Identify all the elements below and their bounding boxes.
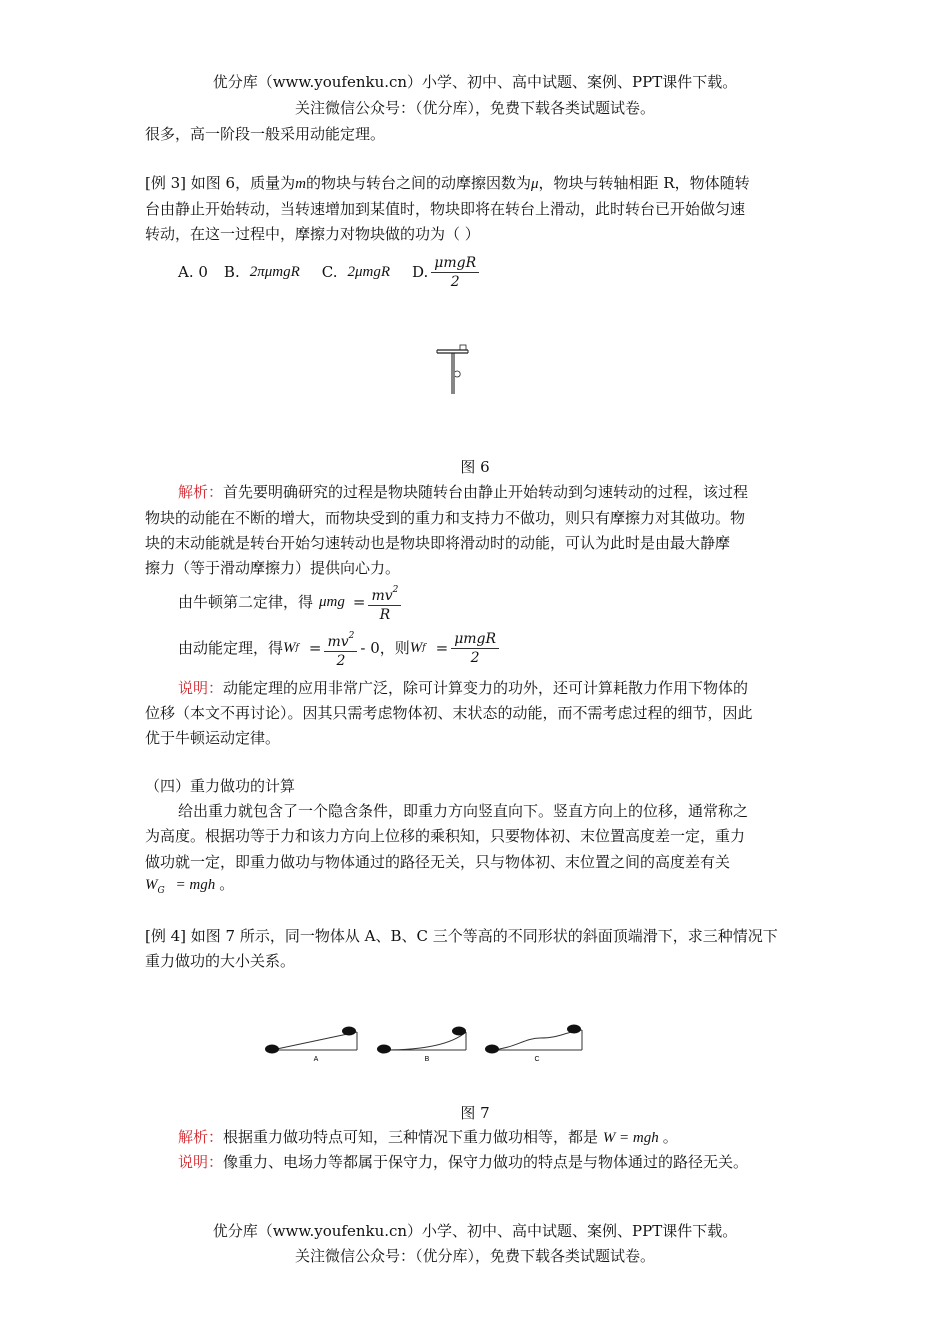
note3-text1: 动能定理的应用非常广泛，除可计算变力的功外，还可计算耗散力作用下物体的: [223, 679, 749, 697]
option-d-fraction: [431, 254, 479, 291]
energy-denominator: 2: [336, 652, 346, 669]
formula-W: W: [145, 877, 158, 893]
note4-text: 像重力、电场力等都属于保守力，保守力做功的特点是与物体通过的路径无关。: [223, 1153, 749, 1171]
intro-text: 很多，高一阶段一般采用动能定理。: [145, 125, 386, 143]
energy-equals: =: [308, 639, 322, 657]
example3-text-c: ，物块与转轴相距 R，物体随转: [538, 174, 750, 192]
page-header-line2: 关注微信公众号：（优分库），免费下载各类试题试卷。: [294, 99, 655, 117]
energy-minus-zero: - 0: [360, 639, 380, 657]
result-numerator: μmgR: [451, 630, 499, 649]
note3-label: 说明：: [178, 679, 224, 697]
example4-line1: [例 4] 如图 7 所示，同一物体从 A、B、C 三个等高的不同形状的斜面顶端滑下，求三种情况下: [145, 927, 778, 945]
page-footer-line2: 关注微信公众号：（优分库），免费下载各类试题试卷。: [294, 1247, 655, 1265]
energy-mv: mv: [327, 633, 349, 650]
analysis4-formula: W = mgh: [602, 1130, 659, 1146]
slope-c: [485, 1025, 582, 1064]
figure-6-turntable: [430, 340, 475, 396]
example3-text-a: [例 3] 如图 6，质量为: [145, 174, 296, 192]
newton-text: 由牛顿第二定律，得: [178, 593, 314, 611]
slope-c-label: C: [534, 1056, 540, 1063]
analysis3-line1: [178, 482, 748, 502]
note4-line: [178, 1152, 748, 1172]
result-W: W: [409, 640, 423, 656]
note3-line2: 位移（本文不再讨论）。因其只需考虑物体初、末状态的动能，而不需考虑过程的细节，因此: [145, 704, 753, 722]
slope-a-bottom-ball: [265, 1045, 279, 1054]
newton-denominator: R: [379, 606, 391, 623]
analysis3-label: 解析：: [178, 483, 224, 501]
energy-W: W: [283, 640, 296, 656]
page-header-line1: 优分库（www.youfenku.cn）小学、初中、高中试题、案例、PPT课件下载。: [212, 73, 738, 91]
analysis4-end: 。: [662, 1128, 678, 1146]
slope-a-label: A: [313, 1056, 319, 1063]
example3-line2: 台由静止开始转动，当转速增加到某值时，物块即将在转台上滑动，此时转台已开始做匀速: [145, 200, 746, 218]
section4-title: （四）重力做功的计算: [145, 777, 296, 795]
newton-square: 2: [392, 584, 399, 595]
energy-fraction: [324, 627, 357, 670]
analysis4-text: 根据重力做功特点可知，三种情况下重力做功相等，都是: [223, 1128, 599, 1146]
result-equals: =: [435, 639, 449, 657]
energy-equation: [178, 626, 502, 670]
energy-then: ，则: [379, 639, 410, 657]
slope-c-curve: [492, 1030, 582, 1050]
newton-fraction: [368, 581, 401, 624]
newton-lhs: μmg: [319, 594, 345, 610]
slope-b-label: B: [424, 1056, 430, 1063]
analysis4-line: [178, 1127, 678, 1148]
option-d-label: D.: [412, 263, 429, 281]
slope-a-top-ball: [342, 1027, 356, 1036]
example3-line3: 转动，在这一过程中，摩擦力对物块做的功为（ ）: [145, 225, 480, 243]
formula-rhs: = mgh: [175, 877, 216, 893]
energy-text: 由动能定理，得: [178, 639, 284, 657]
example4-line2: 重力做功的大小关系。: [145, 952, 296, 970]
analysis3-line3: 块的末动能就是转台开始匀速转动也是物块即将滑动时的动能，可认为此时是由最大静摩: [145, 534, 731, 552]
note4-label: 说明：: [178, 1153, 224, 1171]
slope-c-bottom-ball: [485, 1045, 499, 1054]
figure-7-slopes: [260, 1020, 590, 1064]
analysis3-text1: 首先要明确研究的过程是物块随转台由静止开始转动到匀速转动的过程，该过程: [223, 483, 749, 501]
option-b-label: B.: [223, 263, 240, 281]
result-W-sub: f: [422, 643, 426, 653]
option-c-expr: 2μmgR: [347, 264, 391, 280]
energy-W-sub: f: [295, 643, 299, 653]
energy-square: 2: [348, 630, 355, 641]
example3-text-b: 的物块与转台之间的动摩擦因数为: [305, 174, 531, 192]
energy-numerator: [324, 627, 357, 652]
section4-line2: 为高度。根据功等于力和该力方向上位移的乘积知，只要物体初、末位置高度差一定，重力: [145, 827, 746, 845]
option-d-numerator: μmgR: [431, 254, 479, 273]
analysis4-label: 解析：: [178, 1128, 224, 1146]
section4-formula: [145, 874, 234, 901]
section4-line3: 做功就一定，即重力做功与物体通过的路径无关，只与物体初、末位置之间的高度差有关: [145, 853, 731, 871]
page-footer-line1: 优分库（www.youfenku.cn）小学、初中、高中试题、案例、PPT课件下载。: [212, 1222, 738, 1240]
example3-line1: [145, 173, 750, 194]
newton-numerator: [368, 581, 401, 606]
section4-line1: 给出重力就包含了一个隐含条件，即重力方向竖直向下。竖直方向上的位移，通常称之: [178, 802, 749, 820]
block: [460, 345, 466, 350]
slope-b-bottom-ball: [377, 1045, 391, 1054]
slope-b-top-ball: [452, 1027, 466, 1036]
symbol-m: m: [295, 176, 306, 192]
note3-line1: [178, 678, 748, 698]
newton-equals: =: [352, 593, 366, 611]
result-denominator: 2: [470, 649, 480, 666]
analysis3-line2: 物块的动能在不断的增大，而物块受到的重力和支持力不做功，则只有摩擦力对其做功。物: [145, 509, 746, 527]
symbol-mu: μ: [530, 176, 539, 192]
figure-7-caption: 图 7: [460, 1104, 490, 1122]
option-b-expr: 2πμmgR: [249, 264, 300, 280]
result-fraction: [451, 630, 499, 667]
option-d-denominator: 2: [450, 273, 460, 290]
figure-6-caption: 图 6: [460, 458, 490, 476]
option-c-label: C.: [321, 263, 338, 281]
slope-c-top-ball: [567, 1025, 581, 1034]
slope-a: [265, 1027, 357, 1064]
newton-equation: [178, 580, 404, 624]
formula-W-sub: G: [157, 886, 165, 896]
newton-mv: mv: [371, 587, 393, 604]
option-a: A. 0: [178, 263, 208, 281]
note3-line3: 优于牛顿运动定律。: [145, 729, 281, 747]
slope-a-incline: [272, 1032, 357, 1050]
rotation-arrow: [455, 371, 460, 377]
formula-end: 。: [219, 875, 235, 893]
slope-b-curve: [384, 1032, 466, 1050]
analysis3-line4: 擦力（等于滑动摩擦力）提供向心力。: [145, 559, 401, 577]
example3-options: [178, 252, 482, 292]
slope-b: [377, 1027, 466, 1064]
